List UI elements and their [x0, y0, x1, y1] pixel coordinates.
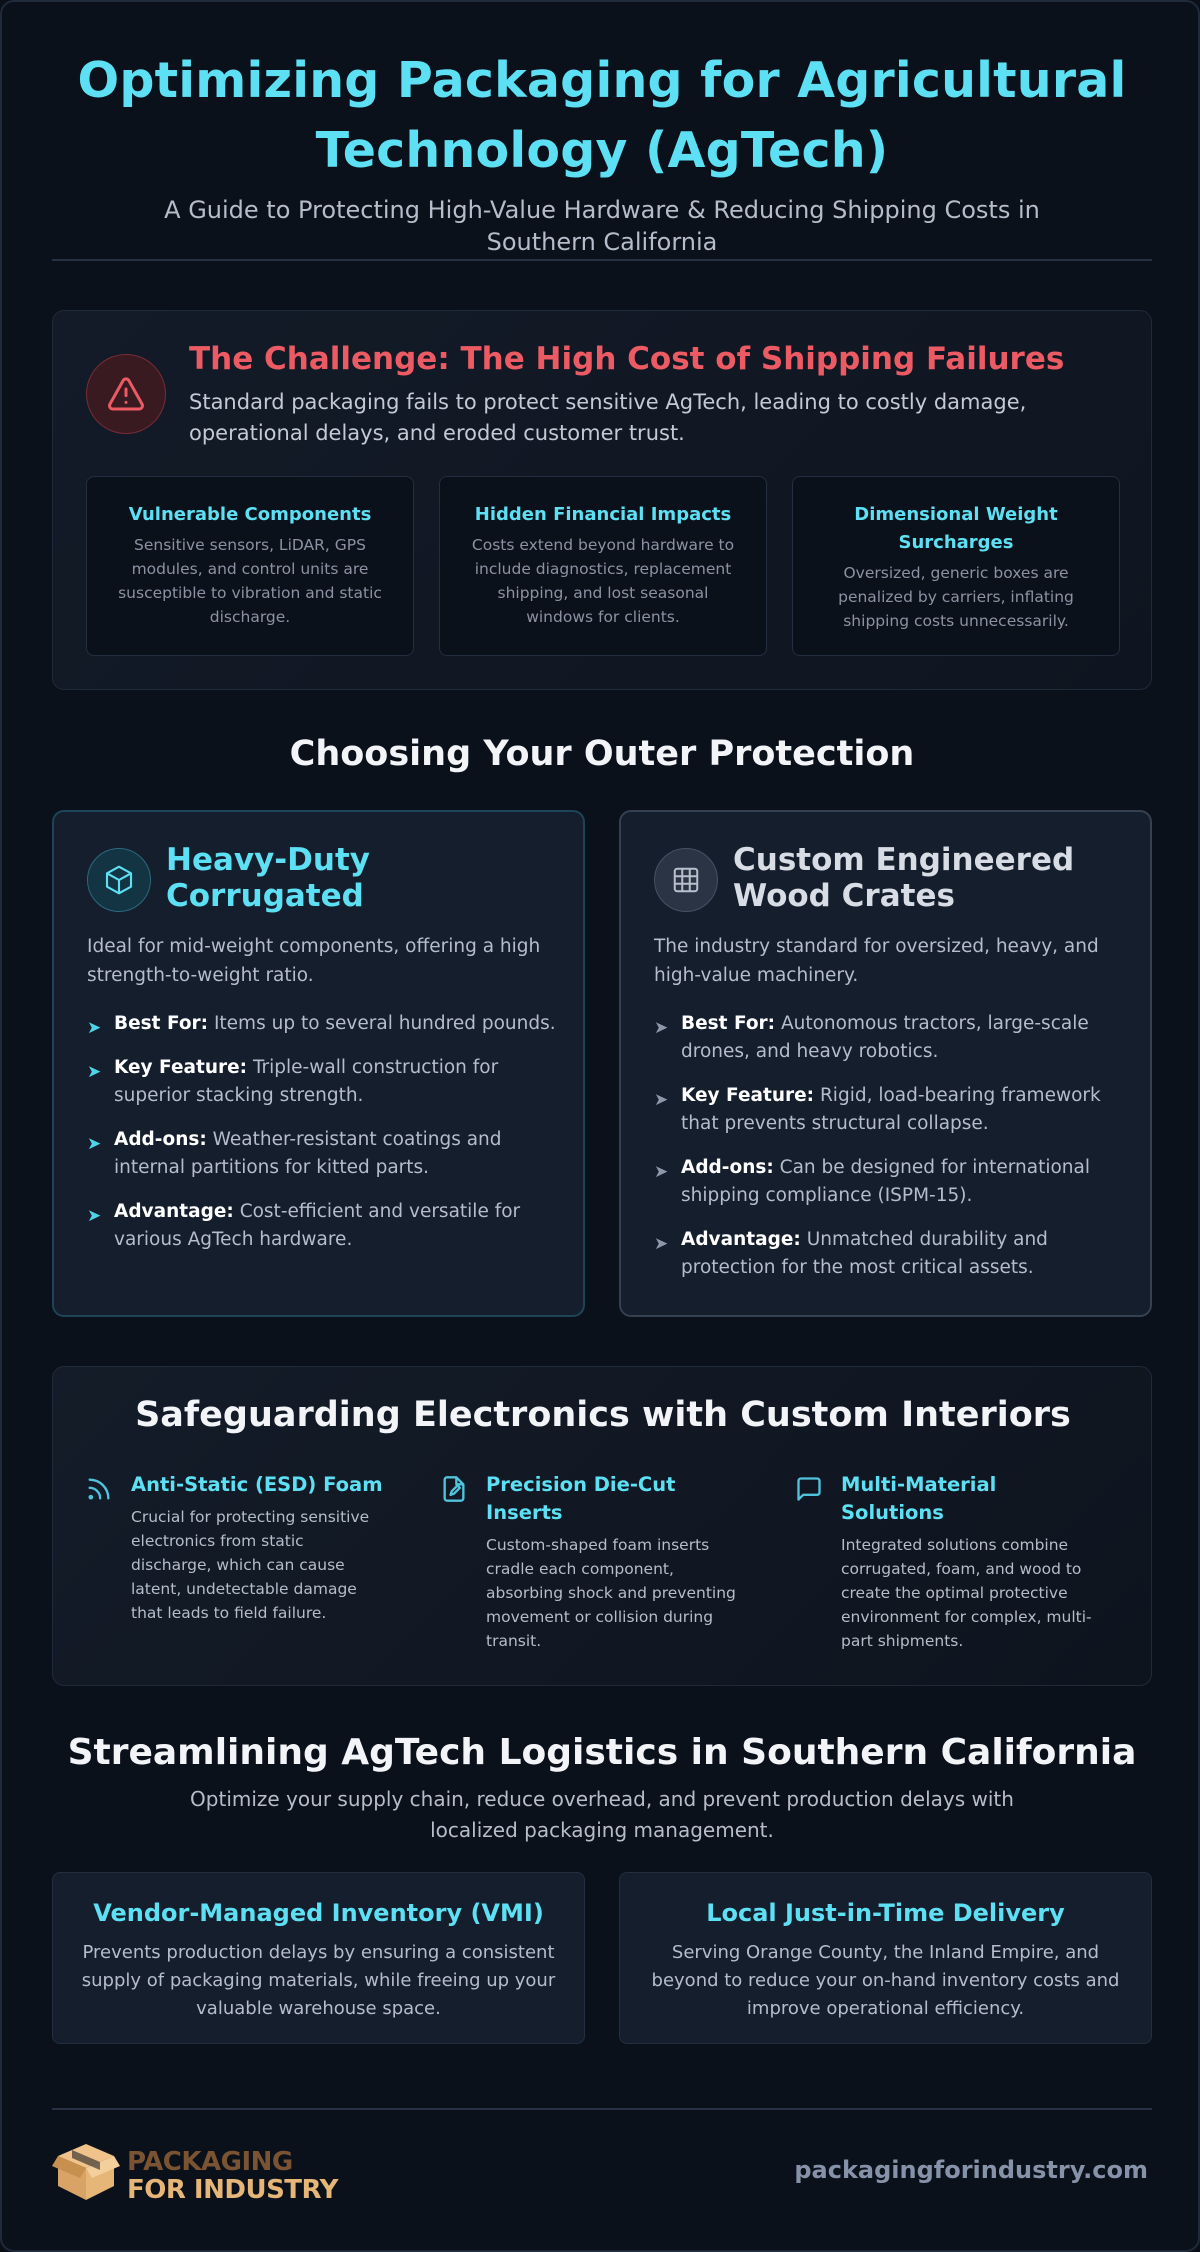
wifi-signal-icon: [85, 1475, 113, 1503]
logo-line2: FOR INDUSTRY: [127, 2175, 338, 2205]
challenge-cards: [86, 476, 1120, 656]
interiors-heading: Safeguarding Electronics with Custom Interiors: [135, 1395, 1071, 1435]
arrow-icon: ➤: [87, 1062, 102, 1082]
wood-crate-features: [654, 1010, 1124, 1298]
list-item: [87, 1010, 557, 1038]
feature-label: Advantage:: [681, 1229, 801, 1250]
interior-text: Custom-shaped foam inserts cradle each component, absorbing shock and preventing movement or collision during transit.: [486, 1536, 736, 1650]
list-item: [654, 1154, 1124, 1210]
corrugated-card: [52, 810, 585, 1317]
divider: [52, 2108, 1152, 2110]
website-link[interactable]: packagingforindustry.com: [794, 2156, 1148, 2184]
challenge-card: [86, 476, 414, 656]
challenge-card-title: Dimensional Weight Surcharges: [854, 504, 1058, 553]
logo-line1: PACKAGING: [127, 2147, 293, 2177]
jit-delivery-card: [619, 1872, 1152, 2044]
feature-label: Add-ons:: [114, 1129, 207, 1150]
feature-text: Triple-wall construction for superior stacking strength.: [114, 1057, 499, 1106]
corrugated-features: [87, 1010, 557, 1270]
challenge-card: [439, 476, 767, 656]
list-item: [87, 1198, 557, 1254]
box-logo-icon: [52, 2140, 120, 2202]
list-item: [87, 1054, 557, 1110]
arrow-icon: ➤: [654, 1090, 669, 1110]
feature-text: Autonomous tractors, large-scale drones, and heavy robotics.: [681, 1013, 1089, 1062]
logistics-card-title: Local Just-in-Time Delivery: [706, 1899, 1065, 1927]
feature-text: Unmatched durability and protection for the most critical assets.: [681, 1229, 1048, 1278]
page-title: Optimizing Packaging for Agricultural Technology (AgTech): [77, 52, 1127, 179]
interior-title: Multi-Material Solutions: [841, 1473, 997, 1524]
interior-text: Integrated solutions combine corrugated, foam, and wood to create the optimal protective environment for complex, multi-part shipments.: [841, 1536, 1092, 1650]
arrow-icon: ➤: [87, 1206, 102, 1226]
divider: [52, 259, 1152, 261]
challenge-text: Standard packaging fails to protect sensitive AgTech, leading to costly damage, operational delays, and eroded customer trust.: [189, 390, 1027, 445]
arrow-icon: ➤: [87, 1018, 102, 1038]
interior-item: [795, 1471, 1095, 1653]
header: [52, 46, 1152, 258]
vmi-card: [52, 1872, 585, 2044]
feature-text: Weather-resistant coatings and internal partitions for kitted parts.: [114, 1129, 502, 1178]
challenge-card-text: Oversized, generic boxes are penalized by carriers, inflating shipping costs unnecessarily.: [838, 564, 1074, 630]
wood-crate-desc: The industry standard for oversized, heavy, and high-value machinery.: [654, 936, 1099, 986]
logistics-card-text: Serving Orange County, the Inland Empire, and beyond to reduce your on-hand inventory costs and improve operational efficiency.: [651, 1942, 1120, 2019]
interiors-section: [52, 1366, 1152, 1686]
feature-label: Key Feature:: [114, 1057, 248, 1078]
arrow-icon: ➤: [87, 1134, 102, 1154]
logistics-subtitle: Optimize your supply chain, reduce overhead, and prevent production delays with localized packaging management.: [190, 1787, 1014, 1842]
wood-crate-card: [619, 810, 1152, 1317]
arrow-icon: ➤: [654, 1234, 669, 1254]
interior-title: Precision Die-Cut Inserts: [486, 1473, 676, 1524]
logistics-card-text: Prevents production delays by ensuring a consistent supply of packaging materials, while freeing up your valuable warehouse space.: [81, 1942, 556, 2019]
arrow-icon: ➤: [654, 1018, 669, 1038]
interior-text: Crucial for protecting sensitive electronics from static discharge, which can cause latent, undetectable damage that leads to field failure.: [131, 1508, 370, 1622]
grid-icon: [654, 848, 718, 912]
feature-text: Cost-efficient and versatile for various AgTech hardware.: [114, 1201, 521, 1250]
challenge-card: [792, 476, 1120, 656]
wood-crate-title: Custom Engineered Wood Crates: [733, 842, 1075, 914]
logistics-card-title: Vendor-Managed Inventory (VMI): [93, 1899, 544, 1927]
feature-label: Add-ons:: [681, 1157, 774, 1178]
brand-logo: [52, 2140, 352, 2204]
feature-label: Best For:: [114, 1013, 209, 1034]
corrugated-title: Heavy-Duty Corrugated: [166, 842, 370, 914]
challenge-card-text: Sensitive sensors, LiDAR, GPS modules, and control units are susceptible to vibration and static discharge.: [118, 536, 382, 626]
list-item: [654, 1082, 1124, 1138]
feature-text: Items up to several hundred pounds.: [213, 1013, 556, 1034]
chat-bubble-icon: [795, 1475, 823, 1503]
challenge-card-text: Costs extend beyond hardware to include diagnostics, replacement shipping, and lost seasonal windows for clients.: [471, 536, 735, 626]
list-item: [87, 1126, 557, 1182]
challenge-title: The Challenge: The High Cost of Shipping Failures: [189, 341, 1065, 377]
logistics-title: Streamlining AgTech Logistics in Southern California: [67, 1732, 1137, 1773]
corrugated-desc: Ideal for mid-weight components, offering a high strength-to-weight ratio.: [87, 936, 541, 986]
feature-label: Key Feature:: [681, 1085, 815, 1106]
challenge-section: [52, 310, 1152, 690]
challenge-card-title: Hidden Financial Impacts: [474, 504, 732, 525]
challenge-card-title: Vulnerable Components: [128, 504, 372, 525]
list-item: [654, 1010, 1124, 1066]
box-icon: [87, 848, 151, 912]
interior-title: Anti-Static (ESD) Foam: [131, 1473, 383, 1496]
warning-icon: [86, 354, 166, 434]
feature-text: Rigid, load-bearing framework that prevents structural collapse.: [681, 1085, 1101, 1134]
document-edit-icon: [440, 1475, 468, 1503]
feature-label: Best For:: [681, 1013, 776, 1034]
interior-item: [440, 1471, 740, 1653]
feature-text: Can be designed for international shipping compliance (ISPM-15).: [681, 1157, 1090, 1206]
arrow-icon: ➤: [654, 1162, 669, 1182]
protection-heading: Choosing Your Outer Protection: [289, 734, 915, 774]
feature-label: Advantage:: [114, 1201, 234, 1222]
list-item: [654, 1226, 1124, 1282]
interior-item: [85, 1471, 385, 1625]
page-subtitle: A Guide to Protecting High-Value Hardware & Reducing Shipping Costs in Southern California: [164, 196, 1040, 256]
